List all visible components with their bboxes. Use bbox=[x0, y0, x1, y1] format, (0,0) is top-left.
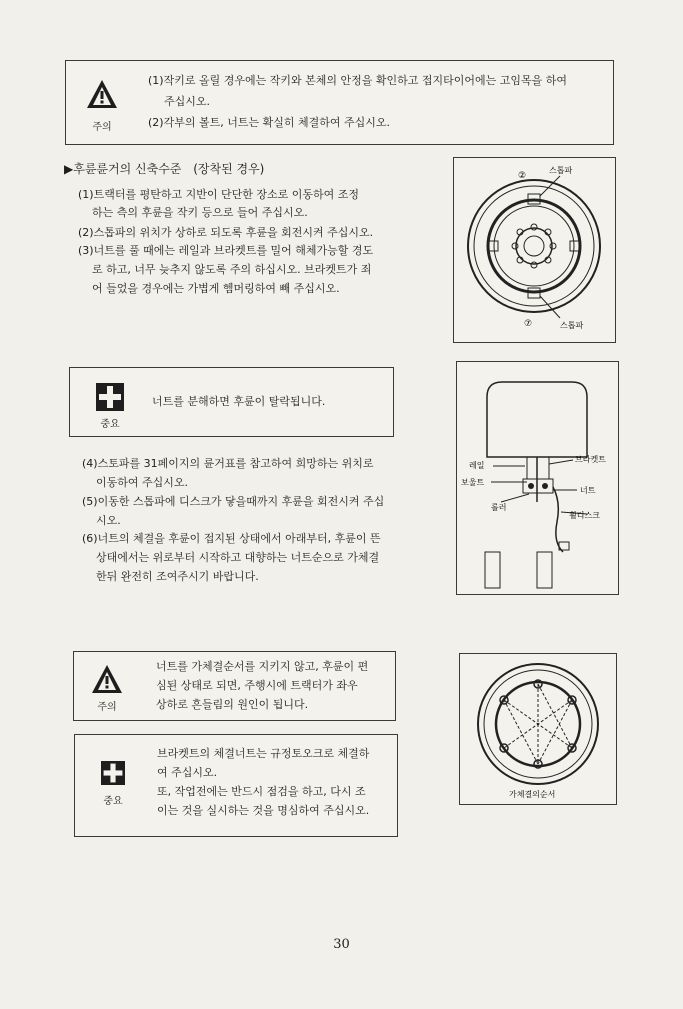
label-nut: 너트 bbox=[580, 486, 596, 495]
step-b-6: 상태에서는 위로부터 시작하고 대향하는 너트순으로 가체결 bbox=[96, 551, 380, 564]
label-bolt: 보울트 bbox=[461, 478, 485, 487]
important-label: 중요 bbox=[103, 796, 123, 807]
important-text: 너트를 분해하면 후륜이 탈락됩니다. bbox=[152, 395, 326, 408]
figure-wheel-mount bbox=[456, 361, 619, 595]
important-icon bbox=[96, 383, 124, 411]
stopper-label-bottom: 스톱파 bbox=[560, 321, 584, 330]
step-b-2: 이동하여 주십시오. bbox=[96, 476, 189, 489]
page-number: 30 bbox=[333, 937, 350, 952]
label-roller: 롤러 bbox=[491, 503, 507, 512]
caution-line-3: (2)각부의 볼트, 너트는 확실히 체결하여 주십시오. bbox=[148, 116, 390, 129]
step-b-3: (5)이동한 스톱파에 디스크가 닿을때까지 후륜을 회전시켜 주십 bbox=[82, 495, 385, 508]
step-a-5: 로 하고, 너무 늦추지 않도록 주의 하십시오. 브라켓트가 죄 bbox=[92, 263, 372, 276]
important-icon bbox=[101, 761, 125, 785]
caution-box-2 bbox=[73, 651, 396, 721]
step-a-1: (1)트랙터를 평탄하고 지반이 단단한 장소로 이동하여 조정 bbox=[78, 188, 359, 201]
important-label: 중요 bbox=[100, 419, 120, 430]
step-b-4: 시오. bbox=[96, 514, 121, 527]
caution-line-1: (1)작키로 올릴 경우에는 작키와 본체의 안정을 확인하고 접지타이어에는 고임목을 하여 bbox=[148, 74, 567, 87]
caution-label: 주의 bbox=[97, 702, 117, 713]
important-2-line-2: 여 주십시오. bbox=[157, 766, 218, 779]
step-a-3: (2)스톱파의 위치가 상하로 되도록 후륜을 회전시켜 주십시오. bbox=[78, 226, 374, 239]
important-2-line-4: 이는 것을 실시하는 것을 명심하여 주십시오. bbox=[157, 804, 370, 817]
figure-caption: 가체결의순서 bbox=[509, 790, 556, 799]
wheel-diagram bbox=[454, 158, 615, 342]
stopper-mark-b: ⑦ bbox=[524, 319, 533, 329]
important-box-1 bbox=[69, 367, 394, 437]
caution-box-top bbox=[65, 60, 614, 145]
section-heading bbox=[64, 160, 264, 177]
section-heading-note: (장착된 경우) bbox=[193, 162, 265, 176]
label-rail: 레일 bbox=[469, 461, 485, 470]
step-b-7: 한뒤 완전히 조여주시기 바랍니다. bbox=[96, 570, 259, 583]
figure-wheel-stopper bbox=[453, 157, 616, 343]
warning-icon bbox=[86, 79, 118, 109]
warning-icon bbox=[91, 664, 123, 694]
step-b-5: (6)너트의 체결을 후륜이 접지된 상태에서 아래부터, 후륜이 뜬 bbox=[82, 532, 381, 545]
stopper-mark-a: ② bbox=[518, 171, 527, 181]
step-a-6: 어 들었을 경우에는 가볍게 헴머링하여 빼 주십시오. bbox=[92, 282, 340, 295]
important-2-line-1: 브라켓트의 체결너트는 규정토오크로 체결하 bbox=[157, 747, 370, 760]
mount-diagram bbox=[457, 362, 618, 594]
step-a-2: 하는 측의 후륜을 작키 등으로 들어 주십시오. bbox=[92, 206, 308, 219]
caution-2-line-3: 상하로 흔들림의 원인이 됩니다. bbox=[156, 698, 309, 711]
section-heading-text: ▶후륜륜거의 신축수준 bbox=[64, 162, 182, 176]
label-wheel-disc: 휠디스크 bbox=[569, 511, 600, 520]
step-b-1: (4)스토파를 31페이지의 륜거표를 참고하여 희망하는 위치로 bbox=[82, 457, 374, 470]
caution-2-line-1: 너트를 가체결순서를 지키지 않고, 후륜이 편 bbox=[156, 660, 369, 673]
step-a-4: (3)너트를 풀 때에는 레일과 브라켓트를 밀어 해체가능할 경도 bbox=[78, 244, 374, 257]
tightening-diagram bbox=[460, 654, 616, 804]
caution-label: 주의 bbox=[92, 122, 112, 133]
caution-line-2: 주십시오. bbox=[164, 95, 211, 108]
important-box-2 bbox=[74, 734, 398, 837]
label-bracket: 브라켓트 bbox=[575, 455, 606, 464]
figure-tightening-order bbox=[459, 653, 617, 805]
important-2-line-3: 또, 작업전에는 반드시 점검을 하고, 다시 조 bbox=[157, 785, 366, 798]
stopper-label-top: 스톱파 bbox=[549, 166, 573, 175]
caution-2-line-2: 심된 상태로 되면, 주행시에 트랙터가 좌우 bbox=[156, 679, 358, 692]
